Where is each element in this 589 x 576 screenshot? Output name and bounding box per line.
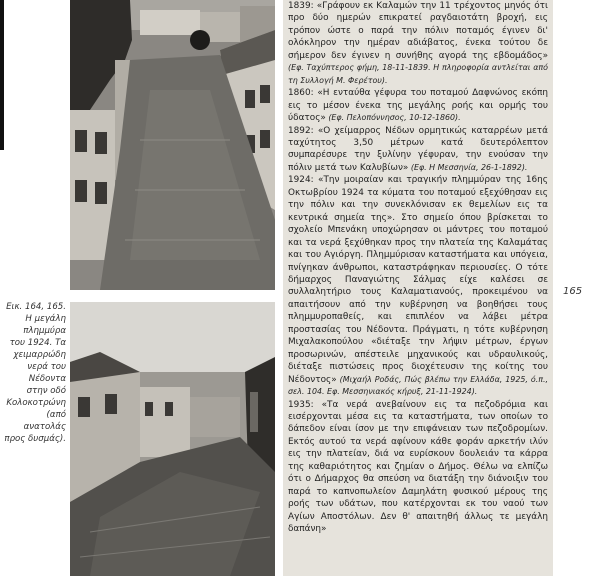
figure-caption	[2, 301, 66, 445]
entry-1860	[288, 87, 548, 124]
caption-line: στην οδό	[26, 386, 66, 396]
entry-text: «Ο χείμαρρος Νέδων ορμητικώς καταρρέων μετά ταχύτητος 3,50 μέτρων κατά δευτερόλεπτον συμπαρέσυρε την ξυλίνην γέφυραν, την ενούσαν την πόλιν μετά των Καλυβίων»	[288, 125, 548, 173]
entry-text: «Η ενταύθα γέφυρα του ποταμού Δαφνώνος εκόπη εις το μέσον ένεκα της μεγάλης ροής και ορμής του ύδατος»	[288, 88, 548, 124]
caption-line: του 1924. Τα	[9, 338, 66, 348]
entry-1839	[288, 0, 548, 87]
entry-text: «Γράφουν εκ Καλαμών την 11 τρέχοντος μηνός ότι προ δύο ημερών επικρατεί ραγδαιοτάτη βροχή, εις τρόπον ώστε ο παρά την πόλιν ποταμός έγινεν δι' ολόκληρον την ημέραν αδιάβατος, ένεκα τούτου δε σήμερον δεν έγινεν η συνήθης αγορά της εβδομάδος»	[288, 1, 548, 61]
caption-line: πλημμύρα	[23, 326, 66, 336]
entry-year: 1924:	[288, 175, 314, 186]
entry-year: 1935:	[288, 399, 314, 410]
caption-line: Κολοκοτρώνη	[6, 398, 66, 408]
entry-source: (Εφ. Η Μεσσηνία, 26-1-1892).	[408, 162, 528, 172]
caption-line: Η μεγάλη	[25, 314, 66, 324]
entry-source: (Εφ. Πελοπόννησος, 10-12-1860).	[325, 113, 461, 123]
chronicle-text-column	[283, 0, 553, 576]
entry-year: 1892:	[288, 125, 314, 136]
entry-1924	[288, 174, 548, 398]
page-number: 165	[563, 286, 583, 297]
entry-source: (Εφ. Ταχύπτερος φήμη, 18-11-1839. Η πληροφορία αντλείται από τη Συλλογή Μ. Φερέτου).	[288, 63, 548, 85]
entry-year: 1860:	[288, 88, 314, 99]
caption-line: νερά του	[27, 362, 66, 372]
caption-line: χειμαρρώδη	[13, 350, 66, 360]
flood-photo-top	[70, 0, 275, 290]
entry-1935	[288, 399, 548, 536]
entry-1892	[288, 125, 548, 175]
flood-photo-bottom	[70, 302, 275, 576]
margin-rule	[0, 0, 4, 150]
caption-line: Νέδοντα	[28, 374, 66, 384]
caption-line: προς δυσμάς).	[4, 434, 66, 444]
entry-text: «Τα νερά ανεβαίνουν εις τα πεζοδρόμια και εισέρχονται μέσα εις τα καταστήματα, των οποίων το δάπεδον είναι ίσον με την επιφάνειαν των πεζοδρομίων. Εκτός αυτού τα νερά αφίνουν κάθε φοράν αρκετήν ιλύν εις την πλατείαν, διά να ευρίσκουν δουλειάν τα κάρρα της καθαριότητος και ζημίαν ο Δήμος. Θέλω να ελπίζω ότι ο Δήμαρχος θα σπεύση να διατάξη την διάνοιξιν του παρά το καπνοπωλείον Δαμηλάτη φυσικού μέρους της ροής των υδάτων, που κατέρχονται εκ του ναού των Αγίων Αποστόλων. Δεν θ' απαιτηθή άλλως τε μεγάλη δαπάνη»	[288, 399, 548, 535]
entry-text: «Την μοιραίαν και τραγικήν πλημμύραν της 16ης Οκτωβρίου 1924 τα κύματα του ποταμού εξεχύθησαν εις την πόλιν και την συνεκλόνισαν εκ θεμελίων εις τα κεντρικά σημεία της». Στο σημείο όπου βρίσκεται το σχολείο Μπενάκη υποχώρησαν οι μάντρες του ποταμού και τα νερά ξεχύθηκαν προς την πλατεία της Καλαμάτας και του Αγιόργη. Πλημμύρισαν καταστήματα και υπόγεια, πνίγηκαν άνθρωποι, καταστράφηκαν περιουσίες. Ο τότε δήμαρχος Παναγιώτης Σάλμας είχε καλέσει σε συλλαλητήριο τους Καλαματιανούς, προκειμένου να απαιτήσουν από την κυβέρνηση να βοηθήσει τους πλημμυροπαθείς, και επιπλέον να λάβει μέτρα προστασίας του Νέδοντα. Πράγματι, η τότε κυβέρνηση Μιχαλακοπούλου «διέταξε την λήψιν μέτρων, έργων προσωρινών, απέστειλε μηχανικούς και υδραυλικούς, διέταξε πιστώσεις προς διοχέτευσιν της κοίτης του Νέδοντος»	[288, 175, 548, 385]
entry-year: 1839:	[288, 1, 314, 11]
caption-line: Εικ. 164, 165.	[6, 302, 66, 312]
entry-source: (Μιχαήλ Ροδάς, Πώς βλέπω την Ελλάδα, 1925, ό.π., σελ. 104. Εφ. Μεσσηνιακός κήρυξ, 21-11-1924).	[288, 374, 548, 397]
caption-line: (από ανατολάς	[23, 410, 66, 432]
